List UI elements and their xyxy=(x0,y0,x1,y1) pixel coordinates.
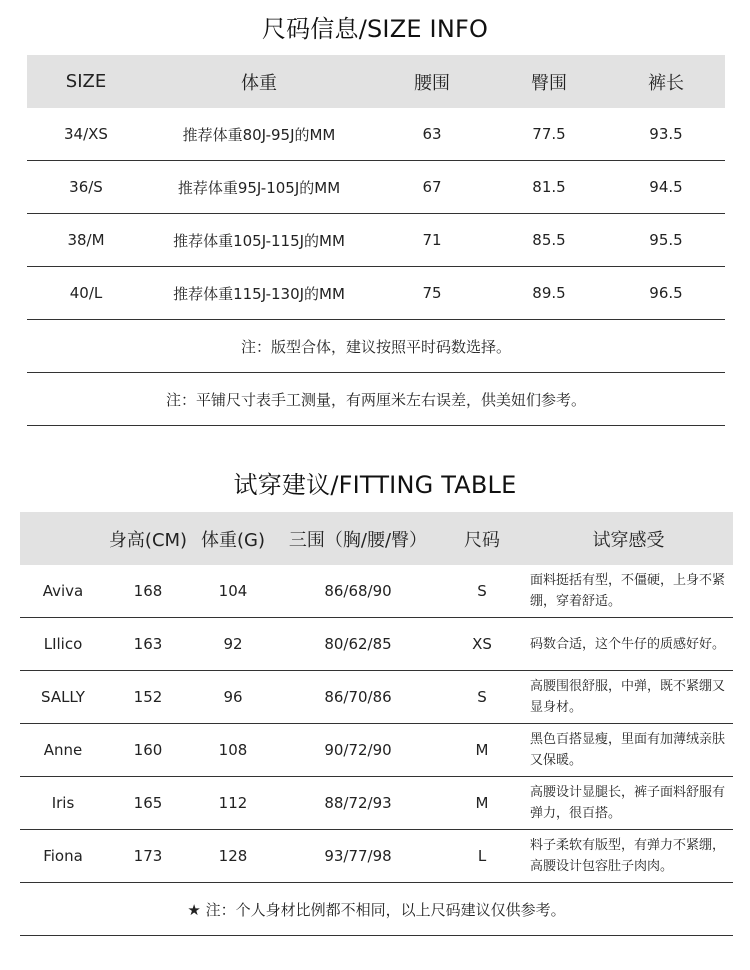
cell-weight: 92 xyxy=(190,618,276,671)
cell-weight: 96 xyxy=(190,671,276,724)
cell-name: Fiona xyxy=(20,830,106,883)
size-table-header-row xyxy=(27,55,725,108)
header-size: 尺码 xyxy=(440,512,524,565)
cell-height: 152 xyxy=(106,671,190,724)
cell-measurements: 93/77/98 xyxy=(276,830,440,883)
cell-feedback: 高腰设计显腿长，裤子面料舒服有弹力，很百搭。 xyxy=(524,777,733,830)
table-row xyxy=(20,724,733,777)
cell-measurements: 90/72/90 xyxy=(276,724,440,777)
cell-feedback: 黑色百搭显瘦，里面有加薄绒亲肤又保暖。 xyxy=(524,724,733,777)
cell-feedback: 高腰围很舒服，中弹，既不紧绷又显身材。 xyxy=(524,671,733,724)
cell-size: L xyxy=(440,830,524,883)
cell-feedback: 料子柔软有版型，有弹力不紧绷，高腰设计包容肚子肉肉。 xyxy=(524,830,733,883)
cell-size: 36/S xyxy=(27,161,145,214)
cell-waist: 63 xyxy=(373,108,491,161)
header-weight: 体重 xyxy=(145,55,373,108)
size-info-title: 尺码信息/SIZE INFO xyxy=(261,15,489,43)
fitting-note-row xyxy=(20,883,733,936)
cell-hip: 85.5 xyxy=(491,214,607,267)
cell-length: 94.5 xyxy=(607,161,725,214)
cell-size: 34/XS xyxy=(27,108,145,161)
header-height: 身高(CM) xyxy=(106,512,190,565)
cell-feedback: 面料挺括有型，不僵硬，上身不紧绷，穿着舒适。 xyxy=(524,565,733,618)
cell-length: 96.5 xyxy=(607,267,725,320)
header-name xyxy=(20,512,106,565)
cell-height: 163 xyxy=(106,618,190,671)
fitting-table-title: 试穿建议/FITTING TABLE xyxy=(233,471,517,499)
cell-measurements: 86/68/90 xyxy=(276,565,440,618)
cell-height: 173 xyxy=(106,830,190,883)
cell-hip: 89.5 xyxy=(491,267,607,320)
cell-length: 95.5 xyxy=(607,214,725,267)
cell-weight: 推荐体重115J-130J的MM xyxy=(145,267,373,320)
header-length: 裤长 xyxy=(607,55,725,108)
header-waist: 腰围 xyxy=(373,55,491,108)
cell-name: LIlico xyxy=(20,618,106,671)
header-measurements: 三围（胸/腰/臀） xyxy=(276,512,440,565)
header-size: SIZE xyxy=(27,55,145,108)
cell-size: S xyxy=(440,671,524,724)
table-row xyxy=(27,108,725,161)
cell-size: M xyxy=(440,777,524,830)
cell-measurements: 86/70/86 xyxy=(276,671,440,724)
cell-name: Anne xyxy=(20,724,106,777)
size-note-row xyxy=(27,373,725,426)
cell-measurements: 88/72/93 xyxy=(276,777,440,830)
cell-name: Aviva xyxy=(20,565,106,618)
cell-size: M xyxy=(440,724,524,777)
cell-length: 93.5 xyxy=(607,108,725,161)
cell-weight: 推荐体重95J-105J的MM xyxy=(145,161,373,214)
cell-waist: 67 xyxy=(373,161,491,214)
cell-measurements: 80/62/85 xyxy=(276,618,440,671)
cell-weight: 108 xyxy=(190,724,276,777)
cell-height: 168 xyxy=(106,565,190,618)
cell-weight: 推荐体重80J-95J的MM xyxy=(145,108,373,161)
cell-size: XS xyxy=(440,618,524,671)
fitting-note: ★ 注：个人身材比例都不相同，以上尺码建议仅供参考。 xyxy=(20,883,733,936)
size-fit-note: 注：版型合体，建议按照平时码数选择。 xyxy=(27,320,725,373)
table-row xyxy=(20,618,733,671)
header-hip: 臀围 xyxy=(491,55,607,108)
cell-hip: 81.5 xyxy=(491,161,607,214)
size-info-table xyxy=(27,55,725,426)
size-note-row xyxy=(27,320,725,373)
cell-weight: 推荐体重105J-115J的MM xyxy=(145,214,373,267)
cell-size: 38/M xyxy=(27,214,145,267)
cell-weight: 112 xyxy=(190,777,276,830)
table-row xyxy=(20,777,733,830)
header-feedback: 试穿感受 xyxy=(524,512,733,565)
fitting-header-row xyxy=(20,512,733,565)
cell-name: SALLY xyxy=(20,671,106,724)
cell-feedback: 码数合适，这个牛仔的质感好好。 xyxy=(524,618,733,671)
fitting-table xyxy=(20,512,733,936)
cell-weight: 128 xyxy=(190,830,276,883)
cell-size: S xyxy=(440,565,524,618)
cell-height: 160 xyxy=(106,724,190,777)
cell-height: 165 xyxy=(106,777,190,830)
table-row xyxy=(27,214,725,267)
cell-waist: 75 xyxy=(373,267,491,320)
cell-size: 40/L xyxy=(27,267,145,320)
header-weight: 体重(G) xyxy=(190,512,276,565)
cell-weight: 104 xyxy=(190,565,276,618)
table-row xyxy=(20,830,733,883)
table-row xyxy=(27,267,725,320)
cell-name: Iris xyxy=(20,777,106,830)
table-row xyxy=(20,671,733,724)
table-row xyxy=(27,161,725,214)
cell-hip: 77.5 xyxy=(491,108,607,161)
table-row xyxy=(20,565,733,618)
measurement-note: 注：平铺尺寸表手工测量，有两厘米左右误差，供美妞们参考。 xyxy=(27,373,725,426)
cell-waist: 71 xyxy=(373,214,491,267)
